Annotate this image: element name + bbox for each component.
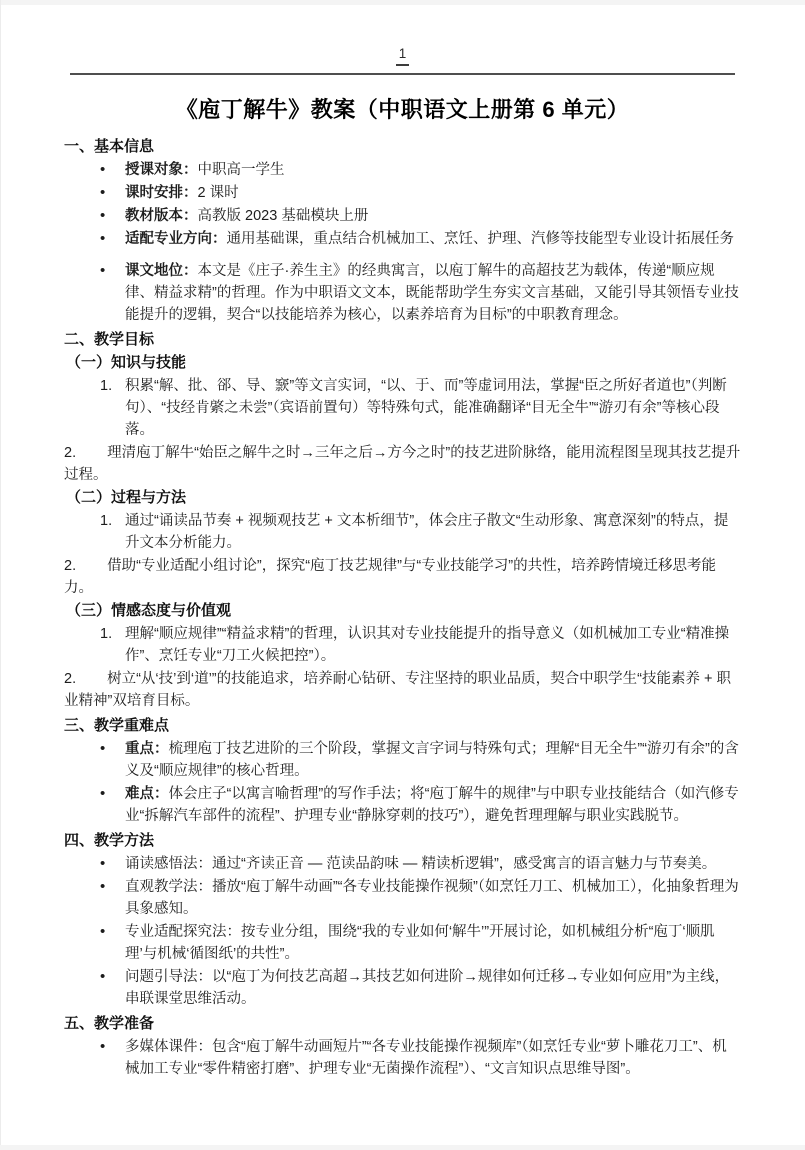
bullet-item (64, 228, 741, 250)
paragraph-text: 借助“专业适配小组讨论”，探究“庖丁技艺规律”与“专业技能学习”的共性，培养跨情境迁移思考能力。 (64, 558, 717, 596)
bullet-value: 本文是《庄子·养生主》的经典寓言，以庖丁解牛的高超技艺为载体，传递“顺应规律、精益求精”的哲理。作为中职语文文本，既能帮助学生夯实文言基础，又能引导其领悟专业技能提升的逻辑，契合“以技能培养为核心，以素养培育为目标”的中职教育理念。 (125, 263, 739, 323)
bullet-marker-icon: • (100, 1038, 106, 1055)
paragraph-text: 理清庖丁解牛“始臣之解牛之时→三年之后→方今之时”的技艺进阶脉络，能用流程图呈现其技艺提升过程。 (64, 445, 741, 483)
bullet-item (64, 738, 741, 782)
bullet-item (64, 966, 741, 1010)
subsection-heading: （一）知识与技能 (66, 354, 187, 371)
bullet-marker-icon: • (100, 785, 106, 802)
bullet-item (64, 182, 741, 204)
screen-edge-bottom (0, 1145, 805, 1150)
numbered-text: 积累“解、批、郤、导、窾”等文言实词，“以、于、而”等虚词用法，掌握“臣之所好者道也”（判断句）、“技经肯綮之未尝”（宾语前置句）等特殊句式，能准确翻译“目无全牛”“游刃有余”等核心段落。 (125, 378, 727, 438)
numbered-paragraph (64, 555, 741, 599)
bullet-text: 专业适配探究法：按专业分组，围绕“我的专业如何‘解牛’”开展讨论，如机械组分析“庖丁‘顺肌理’与机械‘循图纸’的共性”。 (125, 924, 715, 962)
section-heading: 四、教学方法 (64, 832, 155, 849)
list-number: 1. (100, 513, 113, 529)
bullet-text: 诵读感悟法：通过“齐读正音 — 范读品韵味 — 精读析逻辑”，感受寓言的语言魅力与节奏美。 (125, 856, 717, 872)
bullet-marker-icon: • (100, 968, 106, 985)
bullet-marker-icon: • (100, 855, 106, 872)
bullet-marker-icon: • (100, 923, 106, 940)
bullet-value: 中职高一学生 (197, 162, 285, 178)
numbered-item (64, 375, 741, 441)
numbered-text: 通过“诵读品节奏 + 视频观技艺 + 文本析细节”，体会庄子散文“生动形象、寓意深刻”的特点，提升文本分析能力。 (125, 513, 729, 551)
bullet-label: 教材版本： (125, 208, 198, 224)
bullet-value: 梳理庖丁技艺进阶的三个阶段，掌握文言字词与特殊句式；理解“目无全牛”“游刃有余”的含义及“顺应规律”的核心哲理。 (125, 741, 739, 779)
bullet-value: 2 课时 (197, 185, 239, 201)
bullet-value: 高教版 2023 基础模块上册 (197, 208, 369, 224)
bullet-marker-icon: • (100, 230, 106, 247)
bullet-text: 多媒体课件：包含“庖丁解牛动画短片”“各专业技能操作视频库”（如烹饪专业“萝卜雕花刀工”、机械加工专业“零件精密打磨”、护理专业“无菌操作流程”）、“文言知识点思维导图”。 (125, 1039, 727, 1077)
bullet-label: 课文地位： (125, 263, 198, 279)
bullet-marker-icon: • (100, 161, 106, 178)
bullet-label: 授课对象： (125, 162, 198, 178)
bullet-text (125, 260, 741, 326)
bullet-text (125, 738, 741, 782)
bullet-value: 通用基础课，重点结合机械加工、烹饪、护理、汽修等技能型专业设计拓展任务 (226, 231, 734, 247)
bullet-item (64, 260, 741, 326)
bullet-text (125, 159, 741, 181)
bullet-value: 体会庄子“以寓言喻哲理”的写作手法；将“庖丁解牛的规律”与中职专业技能结合（如汽修专业“拆解汽车部件的流程”、护理专业“静脉穿刺的技巧”），避免哲理理解与职业实践脱节。 (125, 786, 739, 824)
subsection-heading: （二）过程与方法 (66, 489, 187, 506)
screen-edge-left (0, 0, 1, 1150)
bullet-text (125, 228, 741, 250)
paragraph-text: 树立“从‘技’到‘道’”的技能追求，培养耐心钻研、专注坚持的职业品质，契合中职学生“技能素养 + 职业精神”双培育目标。 (64, 671, 731, 709)
list-number: 2. (64, 445, 77, 461)
section-heading: 五、教学准备 (64, 1015, 155, 1032)
bullet-marker-icon: • (100, 878, 106, 895)
numbered-item (64, 623, 741, 667)
bullet-label: 适配专业方向： (125, 231, 227, 247)
bullet-item (64, 1036, 741, 1080)
document-body (64, 136, 741, 1080)
bullet-item (64, 783, 741, 827)
section-heading: 三、教学重难点 (64, 717, 170, 734)
bullet-marker-icon: • (100, 184, 106, 201)
bullet-item (64, 205, 741, 227)
numbered-text: 理解“顺应规律”“精益求精”的哲理，认识其对专业技能提升的指导意义（如机械加工专业“精准操作”、烹饪专业“刀工火候把控”）。 (125, 626, 730, 664)
header-rule (70, 73, 735, 75)
bullet-text: 直观教学法：播放“庖丁解牛动画”“各专业技能操作视频”（如烹饪刀工、机械加工），化抽象哲理为具象感知。 (125, 879, 739, 917)
bullet-marker-icon: • (100, 262, 106, 279)
bullet-label: 重点： (125, 741, 169, 757)
list-number: 1. (100, 626, 113, 642)
numbered-item (64, 510, 741, 554)
bullet-item (64, 853, 741, 875)
section-heading: 二、教学目标 (64, 331, 155, 348)
section-heading: 一、基本信息 (64, 138, 155, 155)
bullet-text (125, 205, 741, 227)
numbered-paragraph (64, 442, 741, 486)
bullet-text (125, 783, 741, 827)
page-number-value: 1 (396, 46, 410, 66)
subsection-heading: （三）情感态度与价值观 (66, 602, 232, 619)
list-number: 2. (64, 558, 77, 574)
bullet-item (64, 876, 741, 920)
page-number (64, 46, 741, 66)
bullet-marker-icon: • (100, 207, 106, 224)
screen-edge-top (0, 0, 805, 5)
list-number: 1. (100, 378, 113, 394)
bullet-item (64, 921, 741, 965)
bullet-item (64, 159, 741, 181)
list-number: 2. (64, 671, 77, 687)
bullet-text (125, 182, 741, 204)
bullet-text: 问题引导法：以“庖丁为何技艺高超→其技艺如何进阶→规律如何迁移→专业如何应用”为主线，串联课堂思维活动。 (125, 969, 730, 1007)
bullet-label: 课时安排： (125, 185, 198, 201)
page-title: 《庖丁解牛》教案（中职语文上册第 6 单元） (175, 97, 630, 122)
numbered-paragraph (64, 668, 741, 712)
bullet-label: 难点： (125, 786, 169, 802)
bullet-marker-icon: • (100, 740, 106, 757)
